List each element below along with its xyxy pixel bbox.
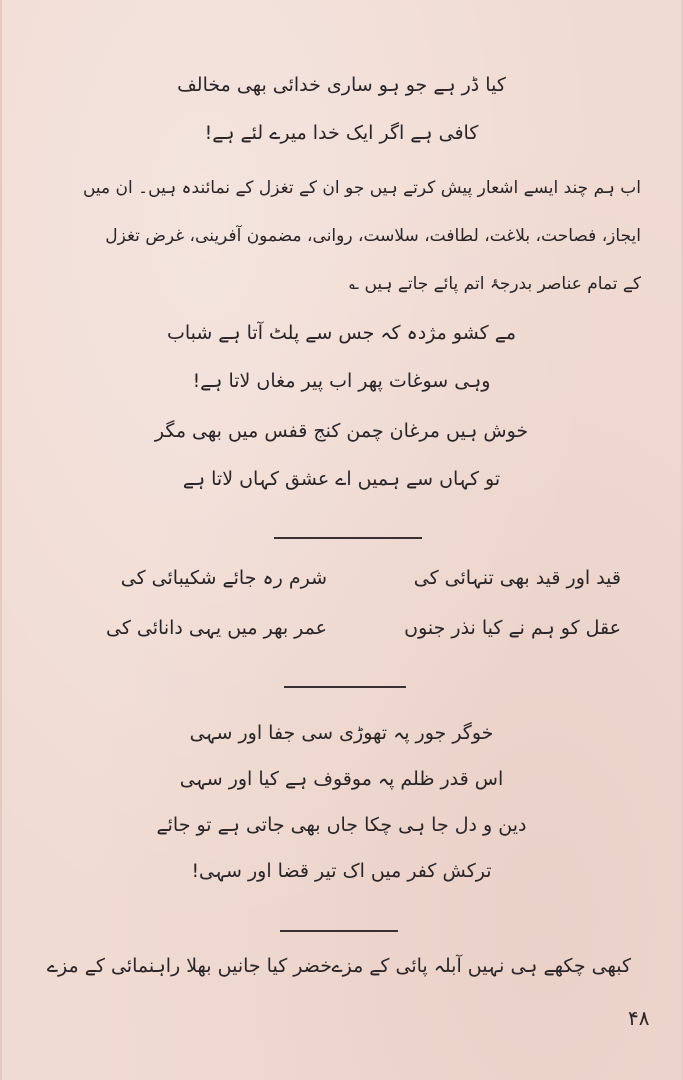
stanza2-line3: دین و دل جا ہی چکا جاں بھی جاتی ہے تو جائے [156,814,527,836]
couplet2-left-line1: شرم رہ جائے شکیبائی کی [120,567,327,589]
stanza1-line1: مے کشو مژدہ کہ جس سے پلٹ آتا ہے شباب [166,322,517,344]
section-divider-2 [284,686,406,688]
stanza1-line3: خوش ہیں مرغان چمن کنج قفس میں بھی مگر [154,420,529,442]
couplet3-right: کبھی چکھے ہی نہیں آبلہ پائی کے مزے [331,955,631,977]
couplet2-left-line2: عمر بھر میں یہی دانائی کی [106,617,327,639]
couplet1-line2: کافی ہے اگر ایک خدا میرے لئے ہے! [204,122,479,144]
couplet3-left: خضر کیا جانیں بھلا راہنمائی کے مزے [46,955,332,977]
stanza2-line4: ترکش کفر میں اک تیر قضا اور سہی! [191,860,492,882]
couplet2-right-line1: قید اور قید بھی تنہائی کی [413,567,621,589]
couplet1-line1: کیا ڈر ہے جو ہو ساری خدائی بھی مخالف [177,74,506,96]
couplet2-right-line2: عقل کو ہم نے کیا نذر جنوں [404,617,621,639]
stanza2-line1: خوگر جور پہ تھوڑی سی جفا اور سہی [189,722,494,744]
page-number: ۴۸ [628,1006,650,1030]
section-divider-3 [280,930,398,932]
intro-paragraph-line3: کے تمام عناصر بدرجۂ اتم پائے جاتے ہیں ؎ [349,274,641,294]
stanza1-line4: تو کہاں سے ہمیں اے عشق کہاں لاتا ہے [182,468,501,490]
stanza1-line2: وہی سوغات پھر اب پیر مغاں لاتا ہے! [192,370,491,392]
intro-paragraph-line2: ایجاز، فصاحت، بلاغت، لطافت، سلاست، روانی، مضمون آفرینی، غرض تغزل [105,226,641,246]
section-divider-1 [274,537,422,539]
intro-paragraph-line1: اب ہم چند ایسے اشعار پیش کرتے ہیں جو ان کے تغزل کے نمائندہ ہیں۔ ان میں [82,178,641,198]
stanza2-line2: اس قدر ظلم پہ موقوف ہے کیا اور سہی [179,768,504,790]
